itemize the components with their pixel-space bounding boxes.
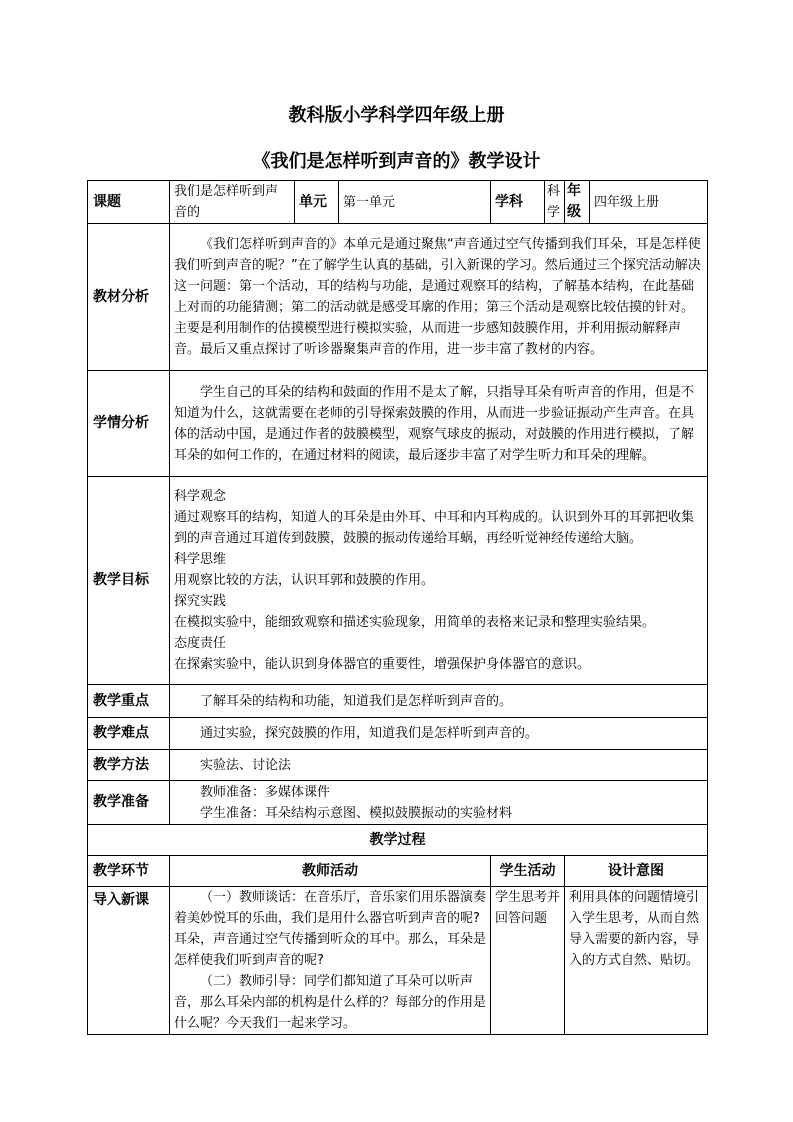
unit-value: 第一单元 [339,181,491,224]
col-header-intent: 设计意图 [565,856,708,887]
method-text: 实验法、讨论法 [170,750,708,781]
method-label: 教学方法 [88,750,170,781]
objectives-content [170,477,708,685]
prep-teacher: 教师准备：多媒体课件 [200,784,331,800]
prep-content [170,781,708,825]
prep-student: 学生准备：耳朵结构示意图、模拟鼓膜振动的实验材料 [200,805,513,821]
subject-value: 科学 [545,181,565,224]
document-subtitle: 《我们是怎样听到声音的》教学设计 [252,151,541,172]
grade-label: 年级 [565,181,590,224]
difficulty-text: 通过实验，探究鼓膜的作用，知道我们是怎样听到声音的。 [170,718,708,750]
objective-heading-attitude: 态度责任 [174,636,227,651]
key-label: 教学重点 [88,685,170,718]
material-label: 教材分析 [88,224,170,371]
student-activity-cell: 学生思考并回答问题 [491,887,565,1035]
stage-cell: 导入新课 [88,887,170,1035]
lesson-plan-table [87,180,708,1035]
objective-text-concept: 通过观察耳的结构，知道人的耳朵是由外耳、中耳和内耳构成的。认识到外耳的耳郭把收集到的声音通过耳道传到鼓膜，鼓膜的振动传递给耳蜗，再经听觉神经传递给大脑。 [174,510,695,546]
process-title-row [88,825,708,856]
difficulty-label: 教学难点 [88,718,170,750]
difficulty-row [88,718,708,750]
objectives-row [88,477,708,685]
key-text: 了解耳朵的结构和功能，知道我们是怎样听到声音的。 [170,685,708,718]
col-header-teacher: 教师活动 [170,856,491,887]
process-title: 教学过程 [88,825,708,856]
method-row [88,750,708,781]
objective-heading-concept: 科学观念 [174,489,227,504]
learner-text: 学生自己的耳朵的结构和鼓面的作用不是太了解，只指导耳朵有听声音的作用，但是不知道为什么，这就需要在老师的引导探索鼓膜的作用，从而进一步验证振动产生声音。在具体的活动中国，是通过作者的鼓膜模型，观察气球皮的振动，对鼓膜的作用进行模拟，了解耳朵的如何工作的，在通过材料的阅读，最后逐步丰富了对学生听力和耳朵的理解。 [170,371,708,477]
objective-text-thinking: 用观察比较的方法，认识耳郭和鼓膜的作用。 [174,573,435,588]
objective-heading-practice: 探究实践 [174,594,227,609]
teacher-activity-cell [170,887,491,1035]
prep-row [88,781,708,825]
grade-value: 四年级上册 [590,181,708,224]
objective-heading-thinking: 科学思维 [174,552,227,567]
document-title: 教科版小学科学四年级上册 [288,105,505,126]
topic-value: 我们是怎样听到声音的 [170,181,295,224]
prep-label: 教学准备 [88,781,170,825]
material-text: 《我们怎样听到声音的》本单元是通过聚焦“声音通过空气传播到我们耳朵，耳是怎样使我们听到声音的呢？”在了解学生认真的基础，引入新课的学习。然后通过三个探究活动解决这一问题：第一个活动，耳的结构与功能，是通过观察耳的结构，了解基本结构，在此基础上对而的功能猜测；第二的活动就是感受耳廓的作用；第三个活动是观察比较估摸的针对。主要是利用制作的估摸模型进行模拟实验，从而进一步感知鼓膜作用，并利用振动解释声音。最后又重点探讨了听诊器聚集声音的作用，进一步丰富了教材的内容。 [170,224,708,371]
process-row-intro [88,887,708,1035]
teacher-activity-part1: （一）教师谈话：在音乐厅，音乐家们用乐器演奏着美妙悦耳的乐曲，我们是用什么器官听到声音的呢?耳朵，声音通过空气传播到听众的耳中。那么，耳朵是怎样使我们听到声音的呢? [174,890,487,968]
learner-label: 学情分析 [88,371,170,477]
design-intent-cell: 利用具体的问题情境引入学生思考，从而自然导入需要的新内容，导入的方式自然、贴切。 [565,887,708,1035]
teacher-activity-part2: （二）教师引导：同学们都知道了耳朵可以听声音，那么耳朵内部的机构是什么样的？每部分的作用是什么呢？今天我们一起来学习。 [174,974,487,1031]
col-header-stage: 教学环节 [88,856,170,887]
topic-label: 课题 [88,181,170,224]
material-row [88,224,708,371]
info-row [88,181,708,224]
objective-text-attitude: 在探索实验中，能认识到身体器官的重要性，增强保护身体器官的意识。 [174,657,591,672]
subject-label: 学科 [491,181,545,224]
col-header-student: 学生活动 [491,856,565,887]
objectives-label: 教学目标 [88,477,170,685]
objective-text-practice: 在模拟实验中，能细致观察和描述实验现象，用简单的表格来记录和整理实验结果。 [174,615,656,630]
unit-label: 单元 [295,181,339,224]
key-row [88,685,708,718]
learner-row [88,371,708,477]
process-header-row [88,856,708,887]
